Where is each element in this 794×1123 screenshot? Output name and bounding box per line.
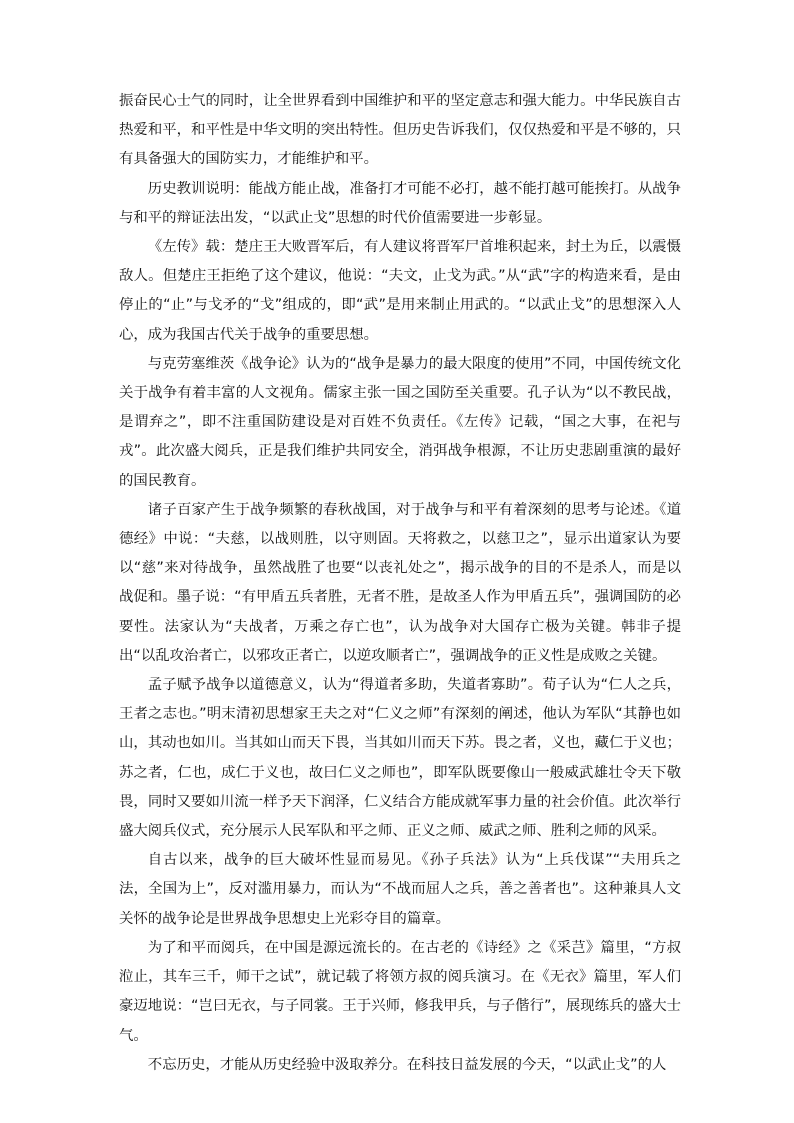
paragraph-5: 诸子百家产生于战争频繁的春秋战国，对于战争与和平有着深刻的思考与论述。《道德经》中说：“夫慈，以战则胜，以守则固。天将救之，以慈卫之”，显示出道家认为要以“慈”来对待战争，虽然战胜了也要“以丧礼处之”，揭示战争的目的不是杀人，而是以战促和。墨子说：“有甲盾五兵者胜，无者不胜，是故圣人作为甲盾五兵”，强调国防的必要性。法家认为“夫战者，万乘之存亡也”，认为战争对大国存亡极为关键。韩非子提出“以乱攻治者亡，以邪攻正者亡，以逆攻顺者亡”，强调战争的正义性是成败之关键。 bbox=[119, 501, 681, 664]
paragraph-8: 为了和平而阅兵，在中国是源远流长的。在古老的《诗经》之《采芑》篇里，“方叔涖止，其车三千，师干之试”，就记载了将领方叔的阅兵演习。在《无衣》篇里，军人们豪迈地说：“岂曰无衣，与子同裳。王于兴师，修我甲兵，与子偕行”，展现练兵的盛大士气。 bbox=[119, 939, 681, 1044]
paragraph-6: 孟子赋予战争以道德意义，认为“得道者多助，失道者寡助”。荀子认为“仁人之兵，王者之志也。”明末清初思想家王夫之对“仁义之师”有深刻的阐述，他认为军队“其静也如山，其动也如川。当其如山而天下畏，当其如川而天下苏。畏之者，义也，藏仁于义也；苏之者，仁也，成仁于义也，故曰仁义之师也”，即军队既要像山一般威武雄壮令天下敬畏，同时又要如川流一样予天下润泽，仁义结合方能成就军事力量的社会价值。此次举行盛大阅兵仪式，充分展示人民军队和平之师、正义之师、威武之师、胜利之师的风采。 bbox=[119, 677, 681, 840]
paragraph-2: 历史教训说明：能战方能止战，准备打才可能不必打，越不能打越可能挨打。从战争与和平的辩证法出发，“以武止戈”思想的时代价值需要进一步彰显。 bbox=[119, 180, 681, 226]
document-page bbox=[119, 87, 681, 1080]
paragraph-1: 振奋民心士气的同时，让全世界看到中国维护和平的坚定意志和强大能力。中华民族自古热爱和平，和平性是中华文明的突出特性。但历史告诉我们，仅仅热爱和平是不够的，只有具备强大的国防实力，才能维护和平。 bbox=[119, 93, 681, 168]
paragraph-3: 《左传》载：楚庄王大败晋军后，有人建议将晋军尸首堆积起来，封土为丘，以震慑敌人。但楚庄王拒绝了这个建议，他说：“夫文，止戈为武。”从“武”字的构造来看，是由停止的“止”与戈矛的“戈”组成的，即“武”是用来制止用武的。“以武止戈”的思想深入人心，成为我国古代关于战争的重要思想。 bbox=[119, 239, 681, 343]
paragraph-9: 不忘历史，才能从历史经验中汲取养分。在科技日益发展的今天，“以武止戈”的人 bbox=[147, 1056, 667, 1073]
paragraph-4: 与克劳塞维茨《战争论》认为的“战争是暴力的最大限度的使用”不同，中国传统文化关于战争有着丰富的人文视角。儒家主张一国之国防至关重要。孔子认为“以不教民战，是谓弃之”，即不注重国防建设是对百姓不负责任。《左传》记载，“国之大事，在祀与戎”。此次盛大阅兵，正是我们维护共同安全，消弭战争根源，不让历史悲剧重演的最好的国民教育。 bbox=[119, 355, 681, 489]
paragraph-7: 自古以来，战争的巨大破坏性显而易见。《孙子兵法》认为“上兵伐谋”“夫用兵之法，全国为上”，反对滥用暴力，而认为“不战而屈人之兵，善之善者也”。这种兼具人文关怀的战争论是世界战争思想史上光彩夺目的篇章。 bbox=[119, 852, 681, 927]
